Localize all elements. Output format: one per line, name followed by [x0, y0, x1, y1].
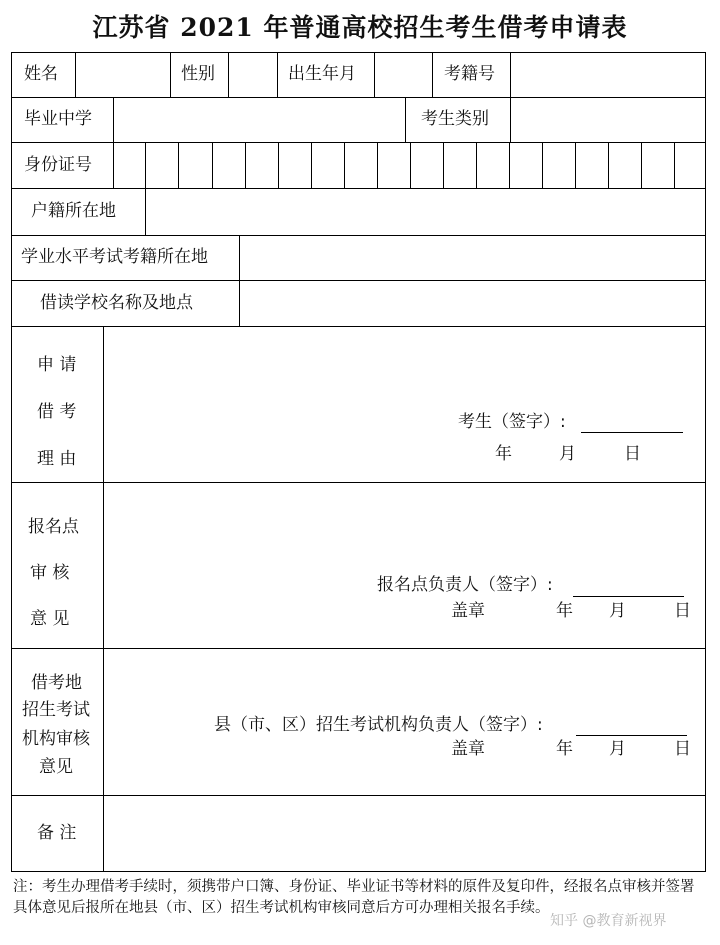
id-digit-divider	[311, 142, 312, 188]
id-digit-divider	[542, 142, 543, 188]
watermark: 知乎 @教育新视界	[550, 913, 667, 929]
id-digit-divider	[641, 142, 642, 188]
borrow-review-stamp-label: 盖章	[451, 739, 485, 759]
candidate-signature-line	[581, 432, 683, 433]
row-divider	[11, 142, 706, 143]
cell-divider	[510, 97, 511, 142]
registration-head-signature-line	[573, 596, 684, 597]
exam-number-label: 考籍号	[444, 64, 495, 84]
borrow-review-month-label: 月	[609, 739, 626, 759]
borrow-review-label-line: 意见	[39, 757, 73, 777]
cell-divider	[170, 52, 171, 97]
borrow-review-label-line: 机构审核	[22, 729, 90, 749]
id-digit-divider	[674, 142, 675, 188]
remarks-label: 备 注	[37, 823, 77, 843]
cell-divider	[277, 52, 278, 97]
id-digit-divider	[377, 142, 378, 188]
row-divider	[11, 482, 706, 483]
reason-year-label: 年	[495, 444, 512, 464]
review-stamp-label: 盖章	[451, 601, 485, 621]
id-digit-divider	[113, 142, 114, 188]
cell-divider	[228, 52, 229, 97]
borrowed-school-label: 借读学校名称及地点	[40, 293, 193, 313]
id-digit-divider	[344, 142, 345, 188]
exam-agency-head-signature-line	[576, 735, 687, 736]
borrow-review-label-line: 招生考试	[22, 700, 90, 720]
reason-month-label: 月	[559, 444, 576, 464]
cell-divider	[239, 235, 240, 280]
household-location-label: 户籍所在地	[31, 201, 116, 221]
row-divider	[11, 97, 706, 98]
id-digit-divider	[509, 142, 510, 188]
exam-agency-head-signature-label: 县（市、区）招生考试机构负责人（签字）:	[214, 715, 543, 735]
graduation-school-label: 毕业中学	[24, 109, 92, 129]
cell-divider	[374, 52, 375, 97]
id-digit-divider	[476, 142, 477, 188]
candidate-signature-label: 考生（签字）:	[458, 412, 566, 432]
id-digit-divider	[178, 142, 179, 188]
birth-date-label: 出生年月	[288, 64, 356, 84]
label-column-divider	[103, 326, 104, 872]
review-day-label: 日	[674, 601, 691, 621]
reason-day-label: 日	[624, 444, 641, 464]
review-label-line: 报名点	[28, 517, 79, 537]
id-digit-divider	[212, 142, 213, 188]
review-year-label: 年	[556, 601, 573, 621]
borrow-review-year-label: 年	[556, 739, 573, 759]
borrow-review-label-line: 借考地	[31, 673, 82, 693]
reason-label-line: 理 由	[37, 449, 77, 469]
reason-label-line: 申 请	[37, 355, 77, 375]
id-number-label: 身份证号	[24, 155, 92, 175]
id-digit-divider	[145, 142, 146, 188]
name-label: 姓名	[24, 64, 58, 84]
cell-divider	[239, 280, 240, 326]
cell-divider	[113, 97, 114, 142]
row-divider	[11, 280, 706, 281]
cell-divider	[145, 188, 146, 235]
id-digit-divider	[608, 142, 609, 188]
id-digit-divider	[278, 142, 279, 188]
registration-head-signature-label: 报名点负责人（签字）:	[377, 575, 553, 595]
id-digit-divider	[443, 142, 444, 188]
exam-registration-location-label: 学业水平考试考籍所在地	[21, 247, 208, 267]
review-label-line: 意 见	[30, 609, 70, 629]
id-digit-divider	[410, 142, 411, 188]
reason-label-line: 借 考	[37, 402, 77, 422]
id-digit-divider	[575, 142, 576, 188]
row-divider	[11, 235, 706, 236]
form-title: 江苏省 2021 年普通高校招生考生借考申请表	[92, 13, 628, 42]
application-form-table	[11, 52, 706, 872]
row-divider	[11, 326, 706, 327]
cell-divider	[510, 52, 511, 97]
row-divider	[11, 188, 706, 189]
gender-label: 性别	[181, 64, 215, 84]
form-note: 注：考生办理借考手续时，须携带户口簿、身份证、毕业证书等材料的原件及复印件，经报名点审核并签署具体意见后报所在地县（市、区）招生考试机构审核同意后方可办理相关报名手续。	[13, 879, 695, 916]
cell-divider	[432, 52, 433, 97]
cell-divider	[405, 97, 406, 142]
candidate-category-label: 考生类别	[421, 109, 489, 129]
cell-divider	[75, 52, 76, 97]
borrow-review-day-label: 日	[674, 739, 691, 759]
row-divider	[11, 648, 706, 649]
id-digit-divider	[245, 142, 246, 188]
review-month-label: 月	[609, 601, 626, 621]
row-divider	[11, 795, 706, 796]
review-label-line: 审 核	[30, 563, 70, 583]
